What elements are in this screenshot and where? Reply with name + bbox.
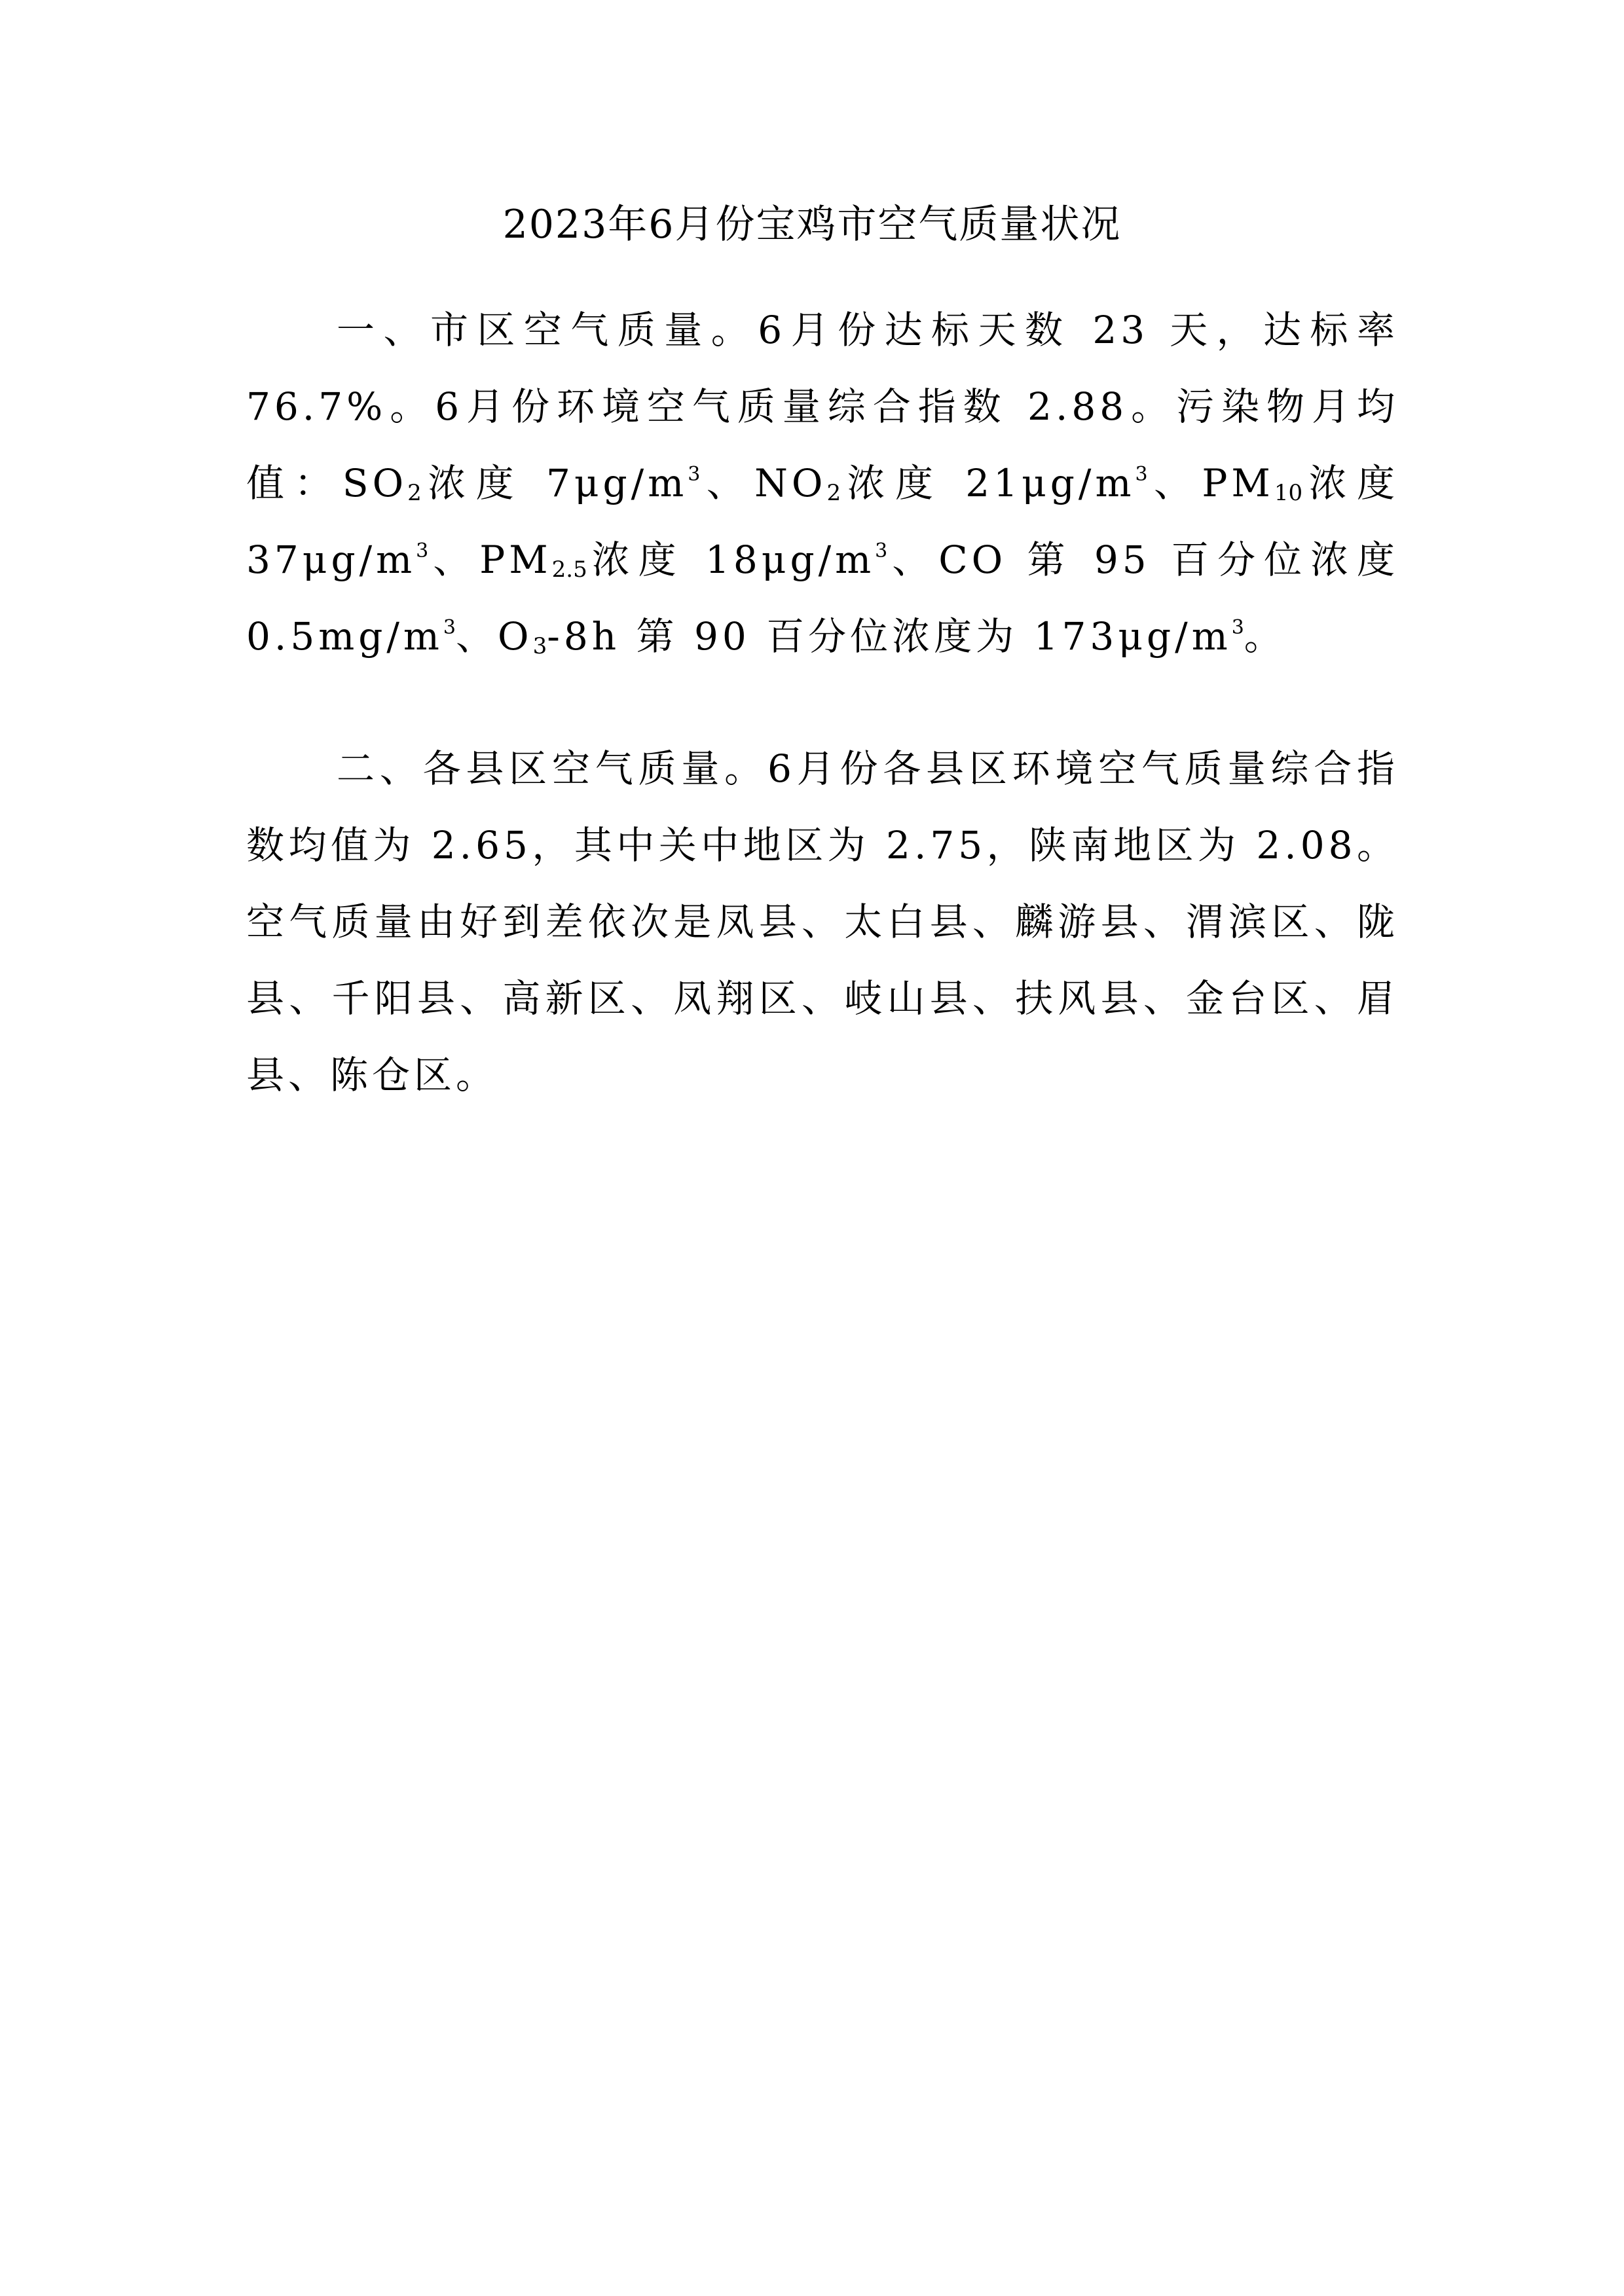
so2-value: $SO_2$浓度 $7\mu g/m^3$、 [342, 461, 755, 506]
paragraph-county-air-quality [246, 731, 1399, 1114]
no2-value: $NO_2$浓度 $21\mu g/m^3$、 [754, 461, 1202, 506]
pm25-value: $PM_{2.5}$浓度 $18\mu g/m^3$、 [479, 538, 939, 583]
paragraph-city-air-quality [246, 292, 1399, 675]
section2-body: 6月份各县区环境空气质量综合指数均值为 2.65，其中关中地区为 2.75，陕南地区为 2.08。空气质量由好到差依次是凤县、太白县、麟游县、渭滨区、陇县、千阳县、高新区、凤翔区、岐山县、扶风县、金台区、眉县、陈仓区。 [246, 746, 1399, 1097]
section1-heading: 一、市区空气质量。 [337, 308, 758, 352]
section2-heading: 二、各县区空气质量。 [337, 746, 767, 791]
index-text: 6月份环境空气质量综合指数 2.88。 [435, 384, 1177, 429]
document-title: 2023年6月份宝鸡市空气质量状况 [502, 202, 1122, 247]
pm10-value: $PM_{10}$浓度 $37\mu g/m^3$、 [246, 461, 1399, 582]
co-value: CO 第 95 百分位浓度 $0.5mg/m^3$、 [246, 538, 1399, 659]
o3-value: $O_3-8h$ 第 90 百分位浓度为 $173\mu g/m^3$。 [498, 614, 1286, 659]
compliance-text: 6月份达标天数 23 天，达标率 76.7%。 [246, 308, 1399, 429]
pollutant-intro: 污染物月均值： [246, 384, 1399, 505]
